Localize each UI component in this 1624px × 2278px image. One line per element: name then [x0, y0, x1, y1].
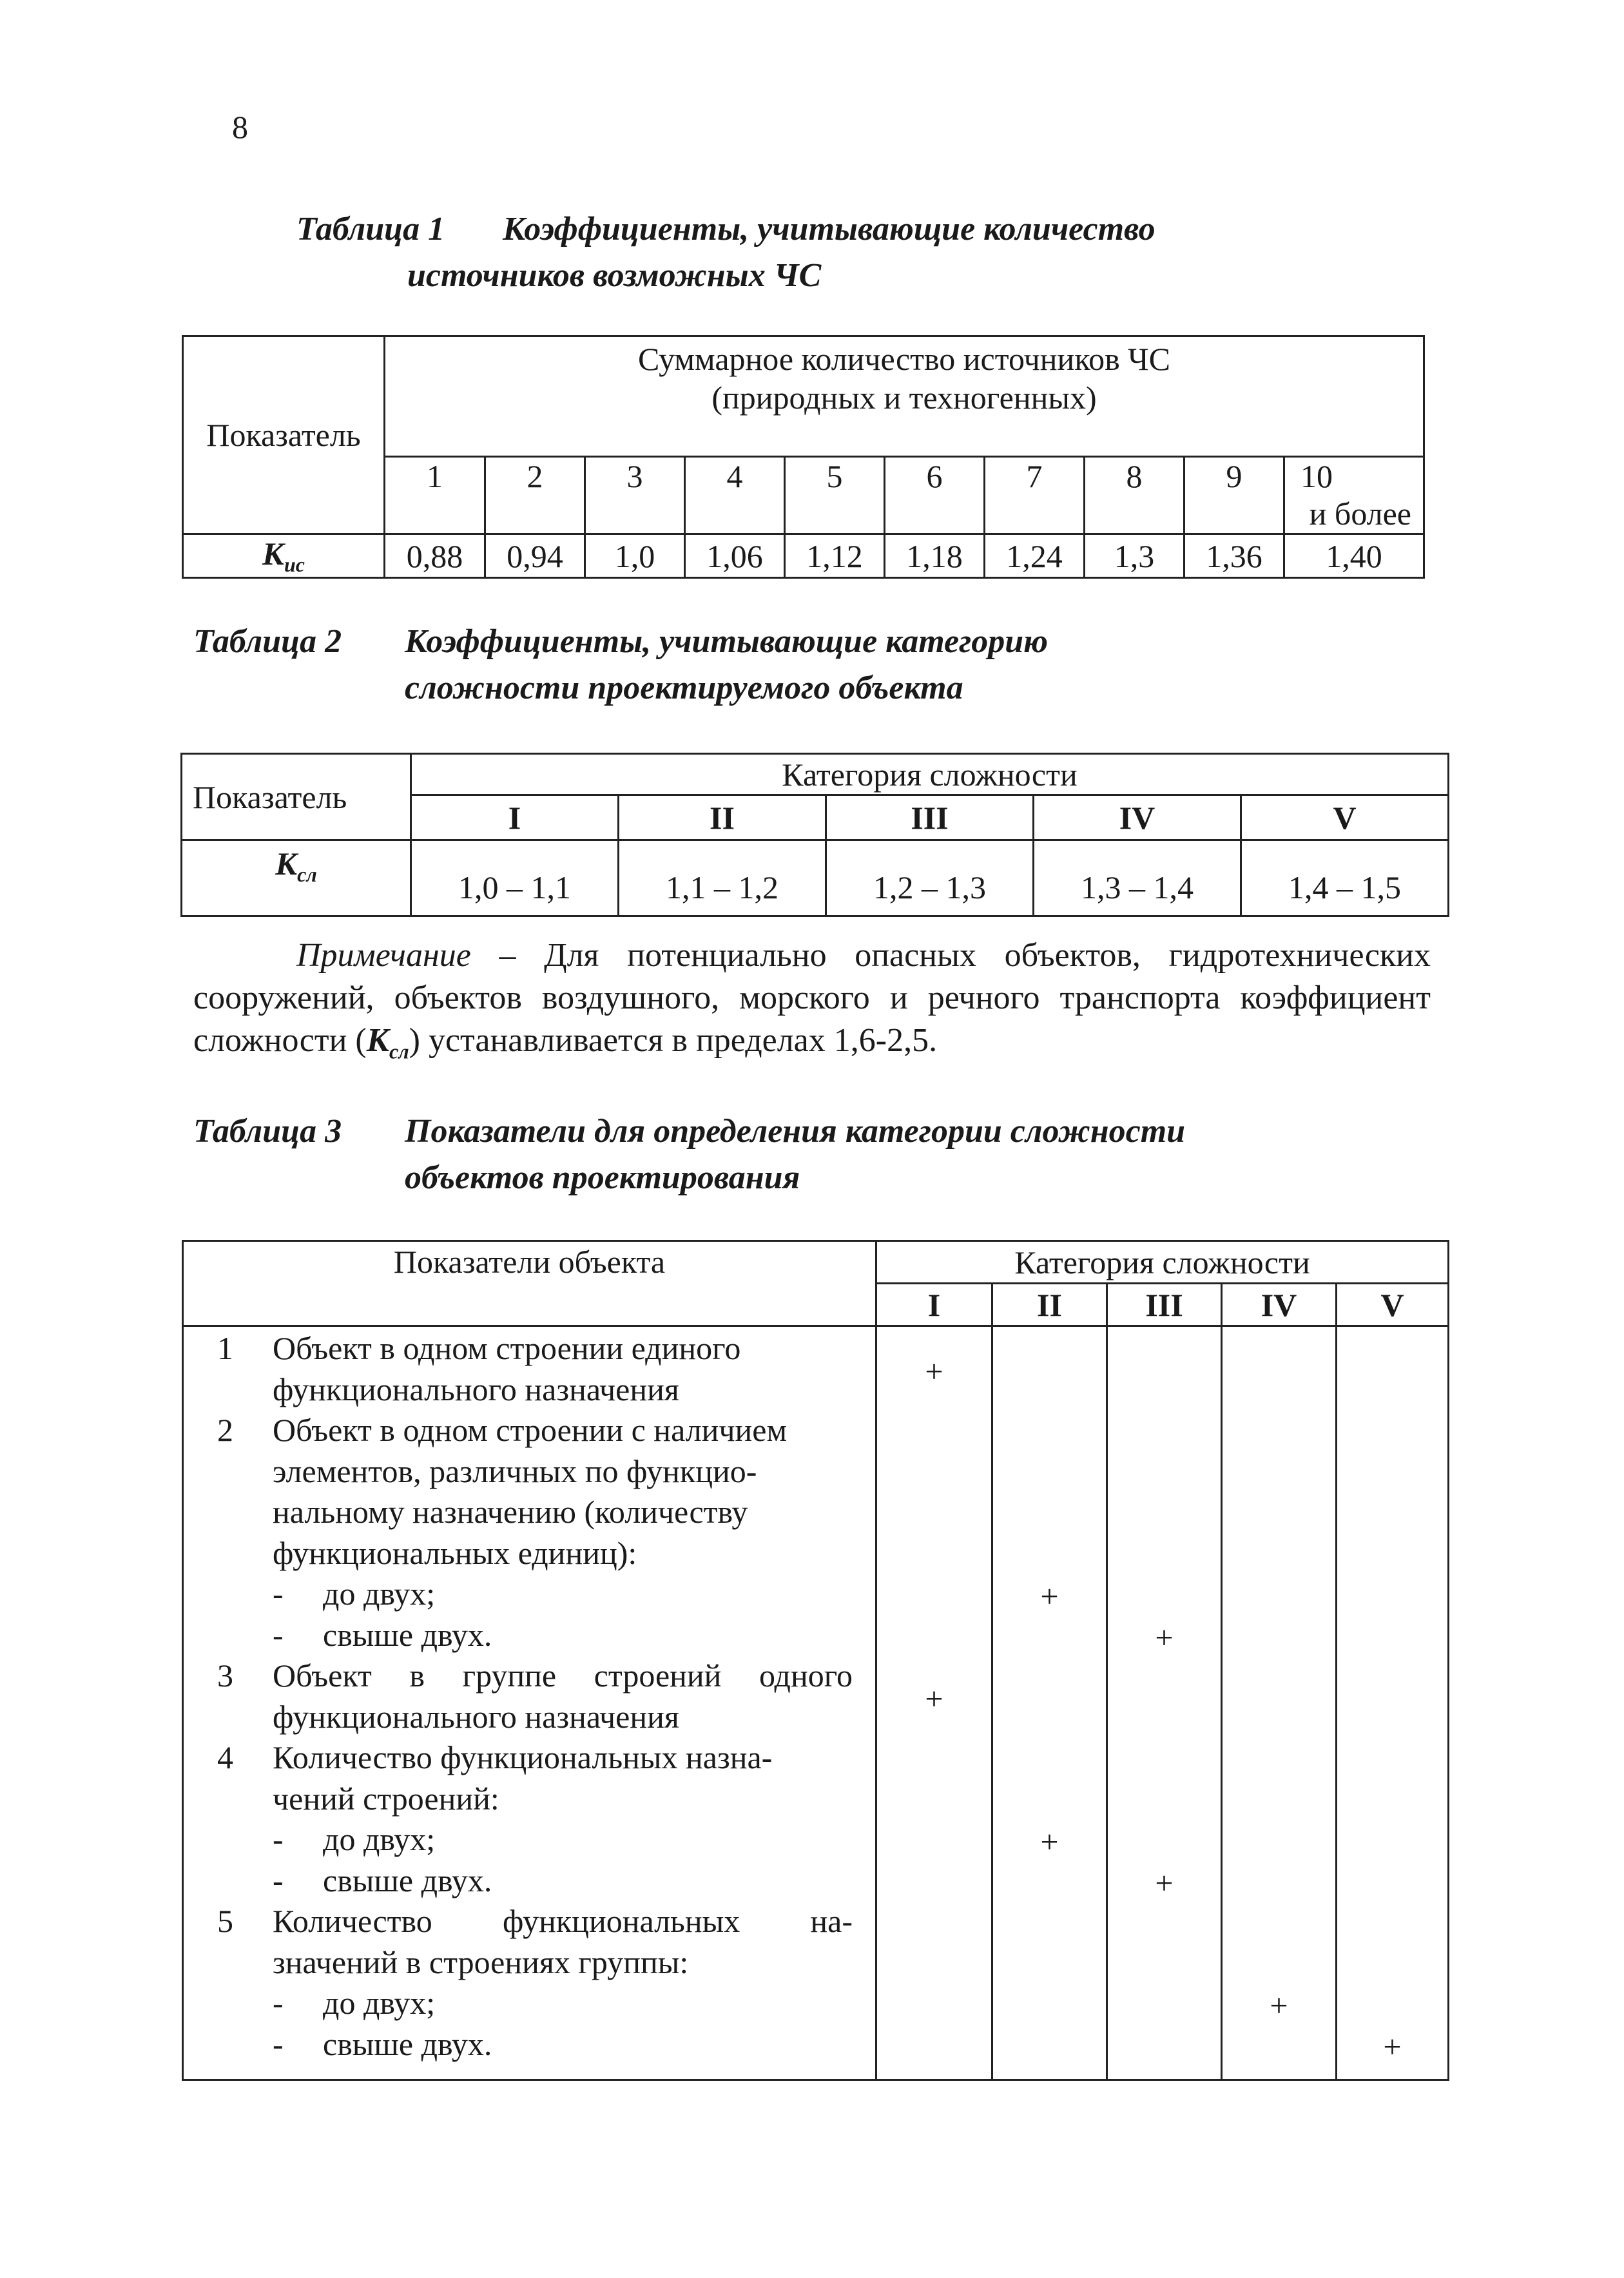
table2-col-header: III	[826, 795, 1034, 840]
table3-mark-col	[1337, 1326, 1449, 2080]
table3-item-text: до двух;	[323, 1576, 436, 1612]
table2-value: 1,2 – 1,3	[826, 840, 1034, 916]
table2-col-header: V	[1241, 795, 1449, 840]
table3-item-text: Объект в одном строении единого	[273, 1330, 741, 1366]
table3-caption	[193, 1108, 1418, 1205]
table3-item-dash: -	[273, 1821, 284, 1857]
table3-col-header: V	[1337, 1284, 1449, 1326]
table3-item-text: до двух;	[323, 1985, 436, 2021]
table3-item-text: свыше двух.	[323, 1862, 492, 1898]
table1-caption	[296, 206, 1328, 303]
table1-values-row	[183, 534, 1424, 578]
table1-row-label	[183, 534, 385, 578]
table3-item-number: 1	[217, 1330, 233, 1366]
table3-group-header: Категория сложности	[876, 1241, 1449, 1284]
k-sl-symbol: $К_{сл}$	[275, 845, 317, 886]
table1-value: 1,36	[1184, 534, 1284, 578]
table2	[180, 753, 1449, 917]
table3-mark-col	[1107, 1326, 1222, 2080]
k-ic-symbol: $К_{ис}$	[262, 536, 305, 576]
table3-title-line2: объектов проектирования	[405, 1159, 800, 1196]
table1-value: 0,88	[385, 534, 485, 578]
table1-col-header: 8	[1085, 457, 1184, 534]
table3-item-text: чений строений:	[273, 1780, 499, 1817]
table1-group-header-line2: (природных и техногенных)	[711, 380, 1097, 416]
table2-col-header: I	[411, 795, 619, 840]
table1	[182, 335, 1425, 579]
k-sl-inline: $К_{сл}$	[366, 1022, 409, 1063]
table2-value: 1,4 – 1,5	[1241, 840, 1449, 916]
table3-plus-mark: +	[1040, 1578, 1059, 1614]
table3-col-header: II	[992, 1284, 1107, 1326]
table3-label: Таблица 3	[193, 1113, 342, 1150]
table3-item-text: элементов, различных по функцио-	[273, 1453, 757, 1489]
table1-col-header-last	[1284, 457, 1424, 534]
table3-plus-mark: +	[1270, 1987, 1288, 2023]
table3-col-header: IV	[1222, 1284, 1337, 1326]
table3-item-text: свыше двух.	[323, 2025, 492, 2062]
table2-value: 1,1 – 1,2	[619, 840, 826, 916]
table3-item-text: нальному назначению (количеству	[273, 1494, 748, 1530]
table1-last-col-line2: и более	[1309, 496, 1411, 532]
table3-item-dash: -	[273, 2025, 284, 2062]
table3-item-text: до двух;	[323, 1821, 436, 1857]
table1-value: 1,3	[1085, 534, 1184, 578]
table3-item-dash: -	[273, 1616, 284, 1653]
table2-title-line1: Коэффициенты, учитывающие категорию	[405, 623, 1049, 660]
table3-col-header: I	[876, 1284, 992, 1326]
table1-col-header: 1	[385, 457, 485, 534]
table1-group-header	[385, 336, 1424, 457]
table3-mark-col	[1222, 1326, 1337, 2080]
table3-header-left: Показатели объекта	[183, 1241, 876, 1326]
table3-col-header: III	[1107, 1284, 1222, 1326]
table3	[182, 1240, 1449, 2081]
table3-item-number: 5	[217, 1903, 233, 1939]
table3-mark-col	[992, 1326, 1107, 2080]
table1-col-header: 9	[1184, 457, 1284, 534]
table2-col-header: II	[619, 795, 826, 840]
table2-label: Таблица 2	[193, 623, 342, 660]
table3-item-dash: -	[273, 1862, 284, 1898]
table1-col-header: 6	[885, 457, 985, 534]
table1-col-header: 3	[585, 457, 685, 534]
table3-plus-mark: +	[925, 1680, 943, 1717]
table1-value: 1,24	[985, 534, 1085, 578]
table2-title-line2: сложности проектируемого объекта	[405, 670, 963, 706]
table3-plus-mark: +	[925, 1353, 943, 1389]
table3-item-dash: -	[273, 1576, 284, 1612]
note-text-before: – Для потенциально опасных объектов, гидротехнических сооружений, объектов воздушного, морского и речного транспорта коэффициент сложности (	[193, 937, 1431, 1059]
table1-row-header: Показатель	[183, 336, 385, 534]
note-paragraph	[193, 934, 1431, 1072]
table1-value: 1,40	[1284, 534, 1424, 578]
table1-label: Таблица 1	[296, 211, 445, 247]
table3-body-row	[183, 1326, 1449, 2080]
table2-row-header: Показатель	[182, 754, 411, 840]
table3-item-text: функционального назначения	[273, 1698, 679, 1735]
table3-mark-col	[876, 1326, 992, 2080]
table3-item-number: 3	[217, 1657, 233, 1694]
table3-item-number: 2	[217, 1412, 233, 1448]
table3-item-text: Объект в группе строений одного	[273, 1657, 853, 1694]
note-text-after: ) устанавливается в пределах 1,6-2,5.	[409, 1022, 938, 1059]
table3-item-text: значений в строениях группы:	[273, 1944, 689, 1980]
table3-plus-mark: +	[1155, 1619, 1174, 1655]
table1-value: 1,0	[585, 534, 685, 578]
table3-indicators-cell	[183, 1326, 876, 2080]
table3-item-number: 4	[217, 1739, 233, 1775]
table1-col-header: 5	[785, 457, 885, 534]
table3-item-text: Количество функциональных на-	[273, 1903, 853, 1939]
table3-item-text: функциональных единиц):	[273, 1534, 637, 1571]
table3-plus-mark: +	[1040, 1824, 1059, 1860]
table1-value: 0,94	[485, 534, 585, 578]
table2-value: 1,3 – 1,4	[1034, 840, 1241, 916]
table3-title-line1: Показатели для определения категории сложности	[405, 1113, 1186, 1150]
table1-value: 1,06	[685, 534, 785, 578]
table1-group-header-line1: Суммарное количество источников ЧС	[637, 341, 1171, 377]
table1-col-header: 4	[685, 457, 785, 534]
table3-plus-mark: +	[1383, 2028, 1402, 2065]
table1-col-header: 2	[485, 457, 585, 534]
table3-item-text: Количество функциональных назна-	[273, 1739, 773, 1775]
table2-value: 1,0 – 1,1	[411, 840, 619, 916]
table1-title-line1: Коэффициенты, учитывающие количество	[503, 211, 1155, 247]
table3-item-text: свыше двух.	[323, 1616, 492, 1653]
table2-row-label	[182, 840, 411, 916]
table3-plus-mark: +	[1155, 1864, 1174, 1901]
table3-item-text: функционального назначения	[273, 1371, 679, 1407]
table1-value: 1,12	[785, 534, 885, 578]
table2-values-row	[182, 840, 1449, 916]
table1-last-col-line1: 10	[1300, 458, 1333, 494]
page-number: 8	[232, 109, 248, 145]
table2-group-header: Категория сложности	[411, 754, 1449, 795]
table2-col-header: IV	[1034, 795, 1241, 840]
table1-col-header: 7	[985, 457, 1085, 534]
table3-item-dash: -	[273, 1985, 284, 2021]
note-label: Примечание	[296, 937, 471, 974]
table1-value: 1,18	[885, 534, 985, 578]
table1-title-line2: источников возможных ЧС	[407, 257, 822, 294]
table3-item-text: Объект в одном строении с наличием	[273, 1412, 788, 1448]
table2-caption	[193, 619, 1353, 715]
